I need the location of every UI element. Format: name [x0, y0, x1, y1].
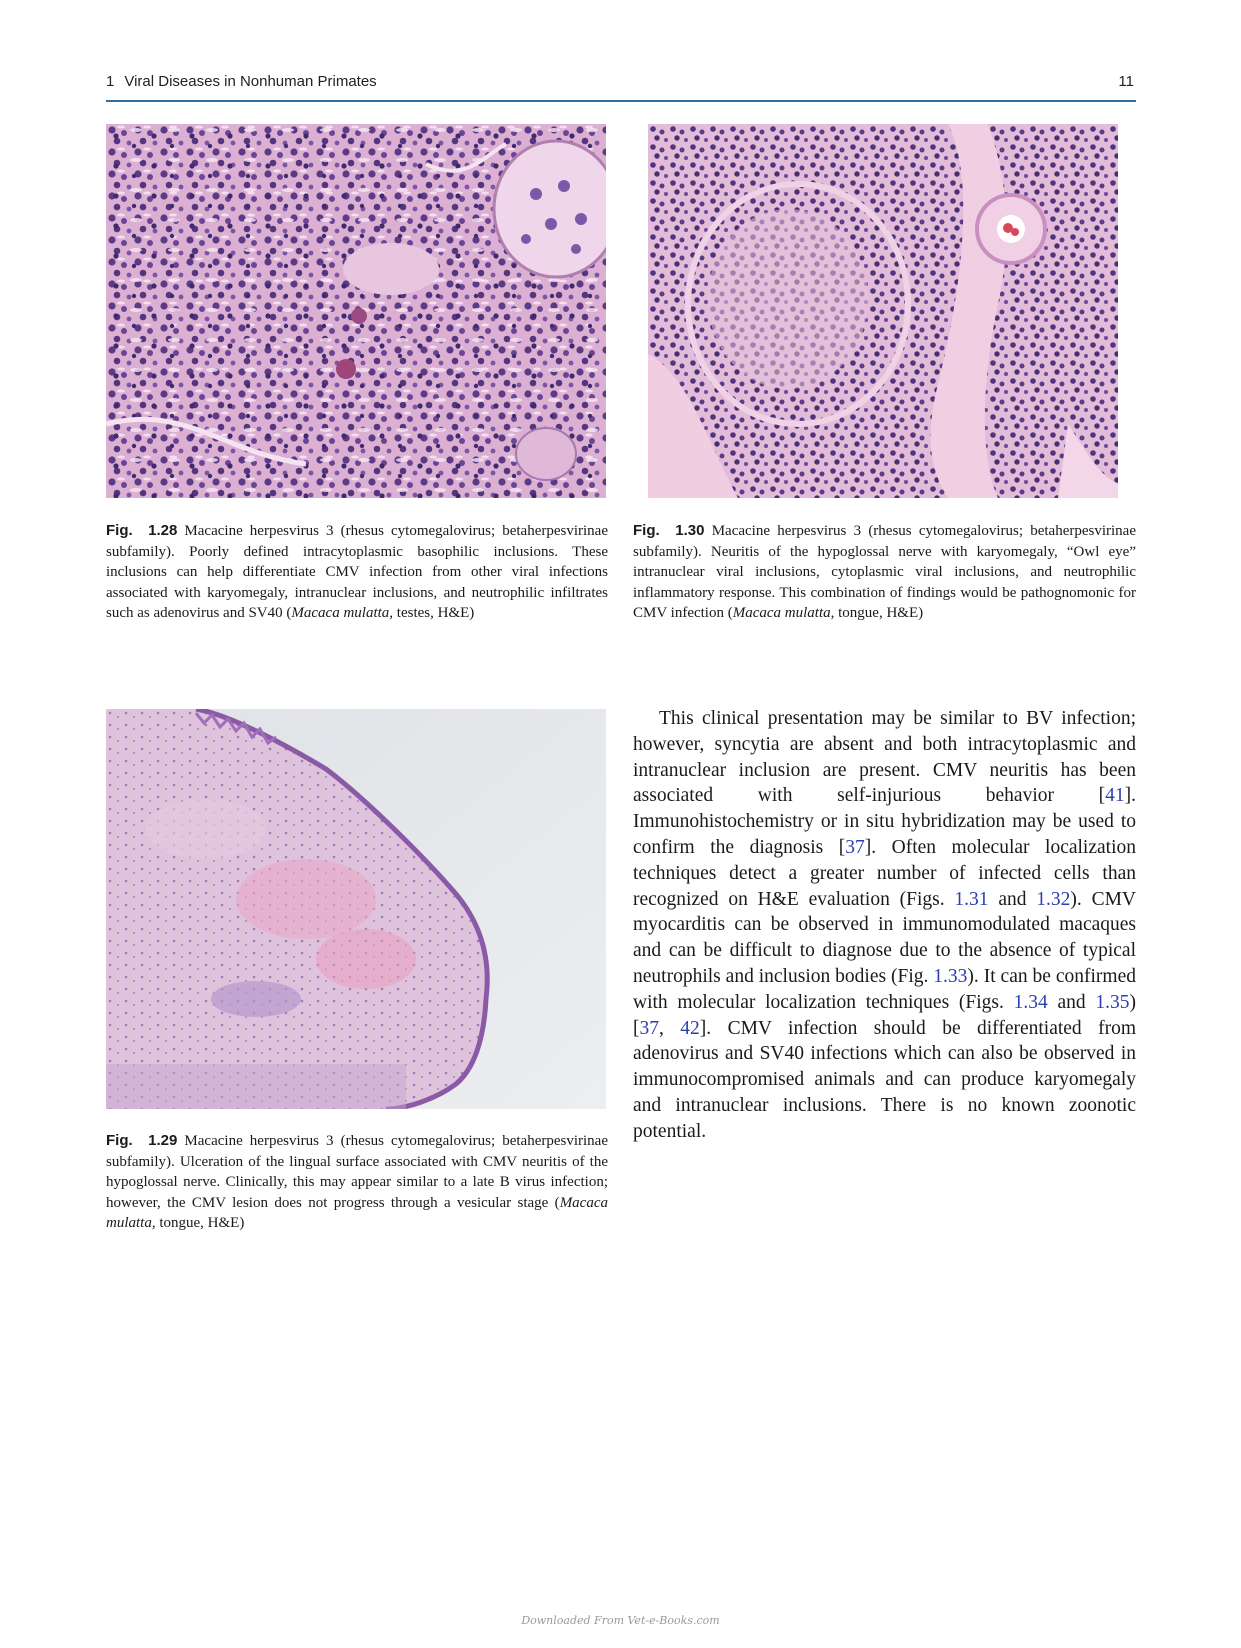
caption-text-tail: , tongue, H&E) — [830, 605, 924, 621]
chapter-title: Viral Diseases in Nonhuman Primates — [124, 73, 377, 90]
download-watermark: Downloaded From Vet-e-Books.com — [521, 1614, 720, 1627]
figure-link[interactable]: 1.32 — [1036, 888, 1071, 910]
testes-histology-image — [106, 124, 606, 498]
body-text-segment: and — [988, 888, 1037, 910]
citation-link[interactable]: 37 — [845, 836, 865, 858]
body-text-segment: ]. CMV infection should be differentiated from adenovirus and SV40 infections which can also be observed in immunocompromised animals and can produce karyomegaly and intranuclear inclusions. There is no known zoonotic potential. — [633, 1017, 1136, 1142]
figure-label: Fig. 1.28 — [106, 522, 178, 539]
caption-text-tail: , tongue, H&E) — [151, 1215, 245, 1231]
caption-text: Macacine herpesvirus 3 (rhesus cytomegalovirus; betaherpesvirinae subfamily). Poorly defined intracytoplasmic basophilic inclusions. These inclusions can help differentiate CMV infection from other viral infections associated with karyomegaly, intranuclear inclusions, and neutrophilic infiltrates such as adenovirus and SV40 ( — [106, 523, 608, 621]
figure-link[interactable]: 1.35 — [1095, 991, 1130, 1013]
citation-link[interactable]: 37 — [639, 1017, 659, 1039]
caption-species: Macaca mulatta — [732, 605, 831, 621]
caption-text: Macacine herpesvirus 3 (rhesus cytomegalovirus; betaherpesvirinae subfamily). Neuritis of the hypoglossal nerve with karyomegaly, “Owl eye” intranuclear viral inclusions, cytoplasmic viral inclusions, and neutrophilic inflammatory response. This combination of findings would be pathognomonic for CMV infection ( — [633, 523, 1136, 621]
body-paragraph-container — [633, 706, 1136, 1145]
figure-link[interactable]: 1.33 — [933, 965, 968, 987]
figure-1-29-micrograph — [106, 709, 606, 1109]
citation-link[interactable]: 42 — [680, 1017, 700, 1039]
caption-text: Macacine herpesvirus 3 (rhesus cytomegalovirus; betaherpesvirinae subfamily). Ulceration of the lingual surface associated with CMV neuritis of the hypoglossal nerve. Clinically, this may appear similar to a late B virus infection; however, the CMV lesion does not progress through a vesicular stage ( — [106, 1133, 608, 1211]
tongue-histology-image — [106, 709, 606, 1109]
body-text-segment: ). It can be confirmed with molecular localization techniques (Figs. — [633, 965, 1136, 1013]
body-text-segment: ). CMV myocarditis can be observed in immunomodulated macaques and can be difficult to diagnose due to the absence of typical neutrophils and inclusion bodies (Fig. — [633, 888, 1137, 987]
caption-text-tail: , testes, H&E) — [389, 605, 475, 621]
figure-label: Fig. 1.30 — [633, 522, 705, 539]
figure-label: Fig. 1.29 — [106, 1132, 178, 1149]
citation-link[interactable]: 41 — [1105, 785, 1125, 807]
figure-1-28-caption — [106, 521, 608, 624]
caption-species: Macaca mulatta — [106, 1194, 608, 1231]
body-paragraph — [633, 706, 1136, 1145]
figure-1-28-micrograph — [106, 124, 606, 498]
running-head — [106, 70, 1136, 102]
figure-1-29-caption — [106, 1131, 608, 1234]
chapter-heading — [106, 73, 377, 90]
body-text-segment: and — [1047, 991, 1096, 1013]
chapter-number: 1 — [106, 73, 115, 90]
body-text-segment: ]. Often molecular localization techniques detect a greater number of infected cells than recognized on H&E evaluation (Figs. — [633, 836, 1136, 910]
caption-species: Macaca mulatta — [291, 605, 390, 621]
figure-link[interactable]: 1.31 — [954, 888, 989, 910]
body-text-segment: ) [ — [633, 991, 1136, 1039]
body-text-segment: , — [659, 1017, 681, 1039]
body-text-segment: ]. Immunohistochemistry or in situ hybridization may be used to confirm the diagnosis [ — [633, 785, 1136, 858]
body-text-segment: This clinical presentation may be similar to BV infection; however, syncytia are absent and both intracytoplasmic and intranuclear inclusion are present. CMV neuritis has been associated with self-injurious behavior [ — [633, 708, 1136, 807]
hypoglossal-nerve-histology-image — [648, 124, 1118, 498]
figure-link[interactable]: 1.34 — [1013, 991, 1048, 1013]
figure-1-30-caption — [633, 521, 1136, 624]
figure-1-30-micrograph — [648, 124, 1118, 498]
page-number: 11 — [1118, 73, 1134, 90]
